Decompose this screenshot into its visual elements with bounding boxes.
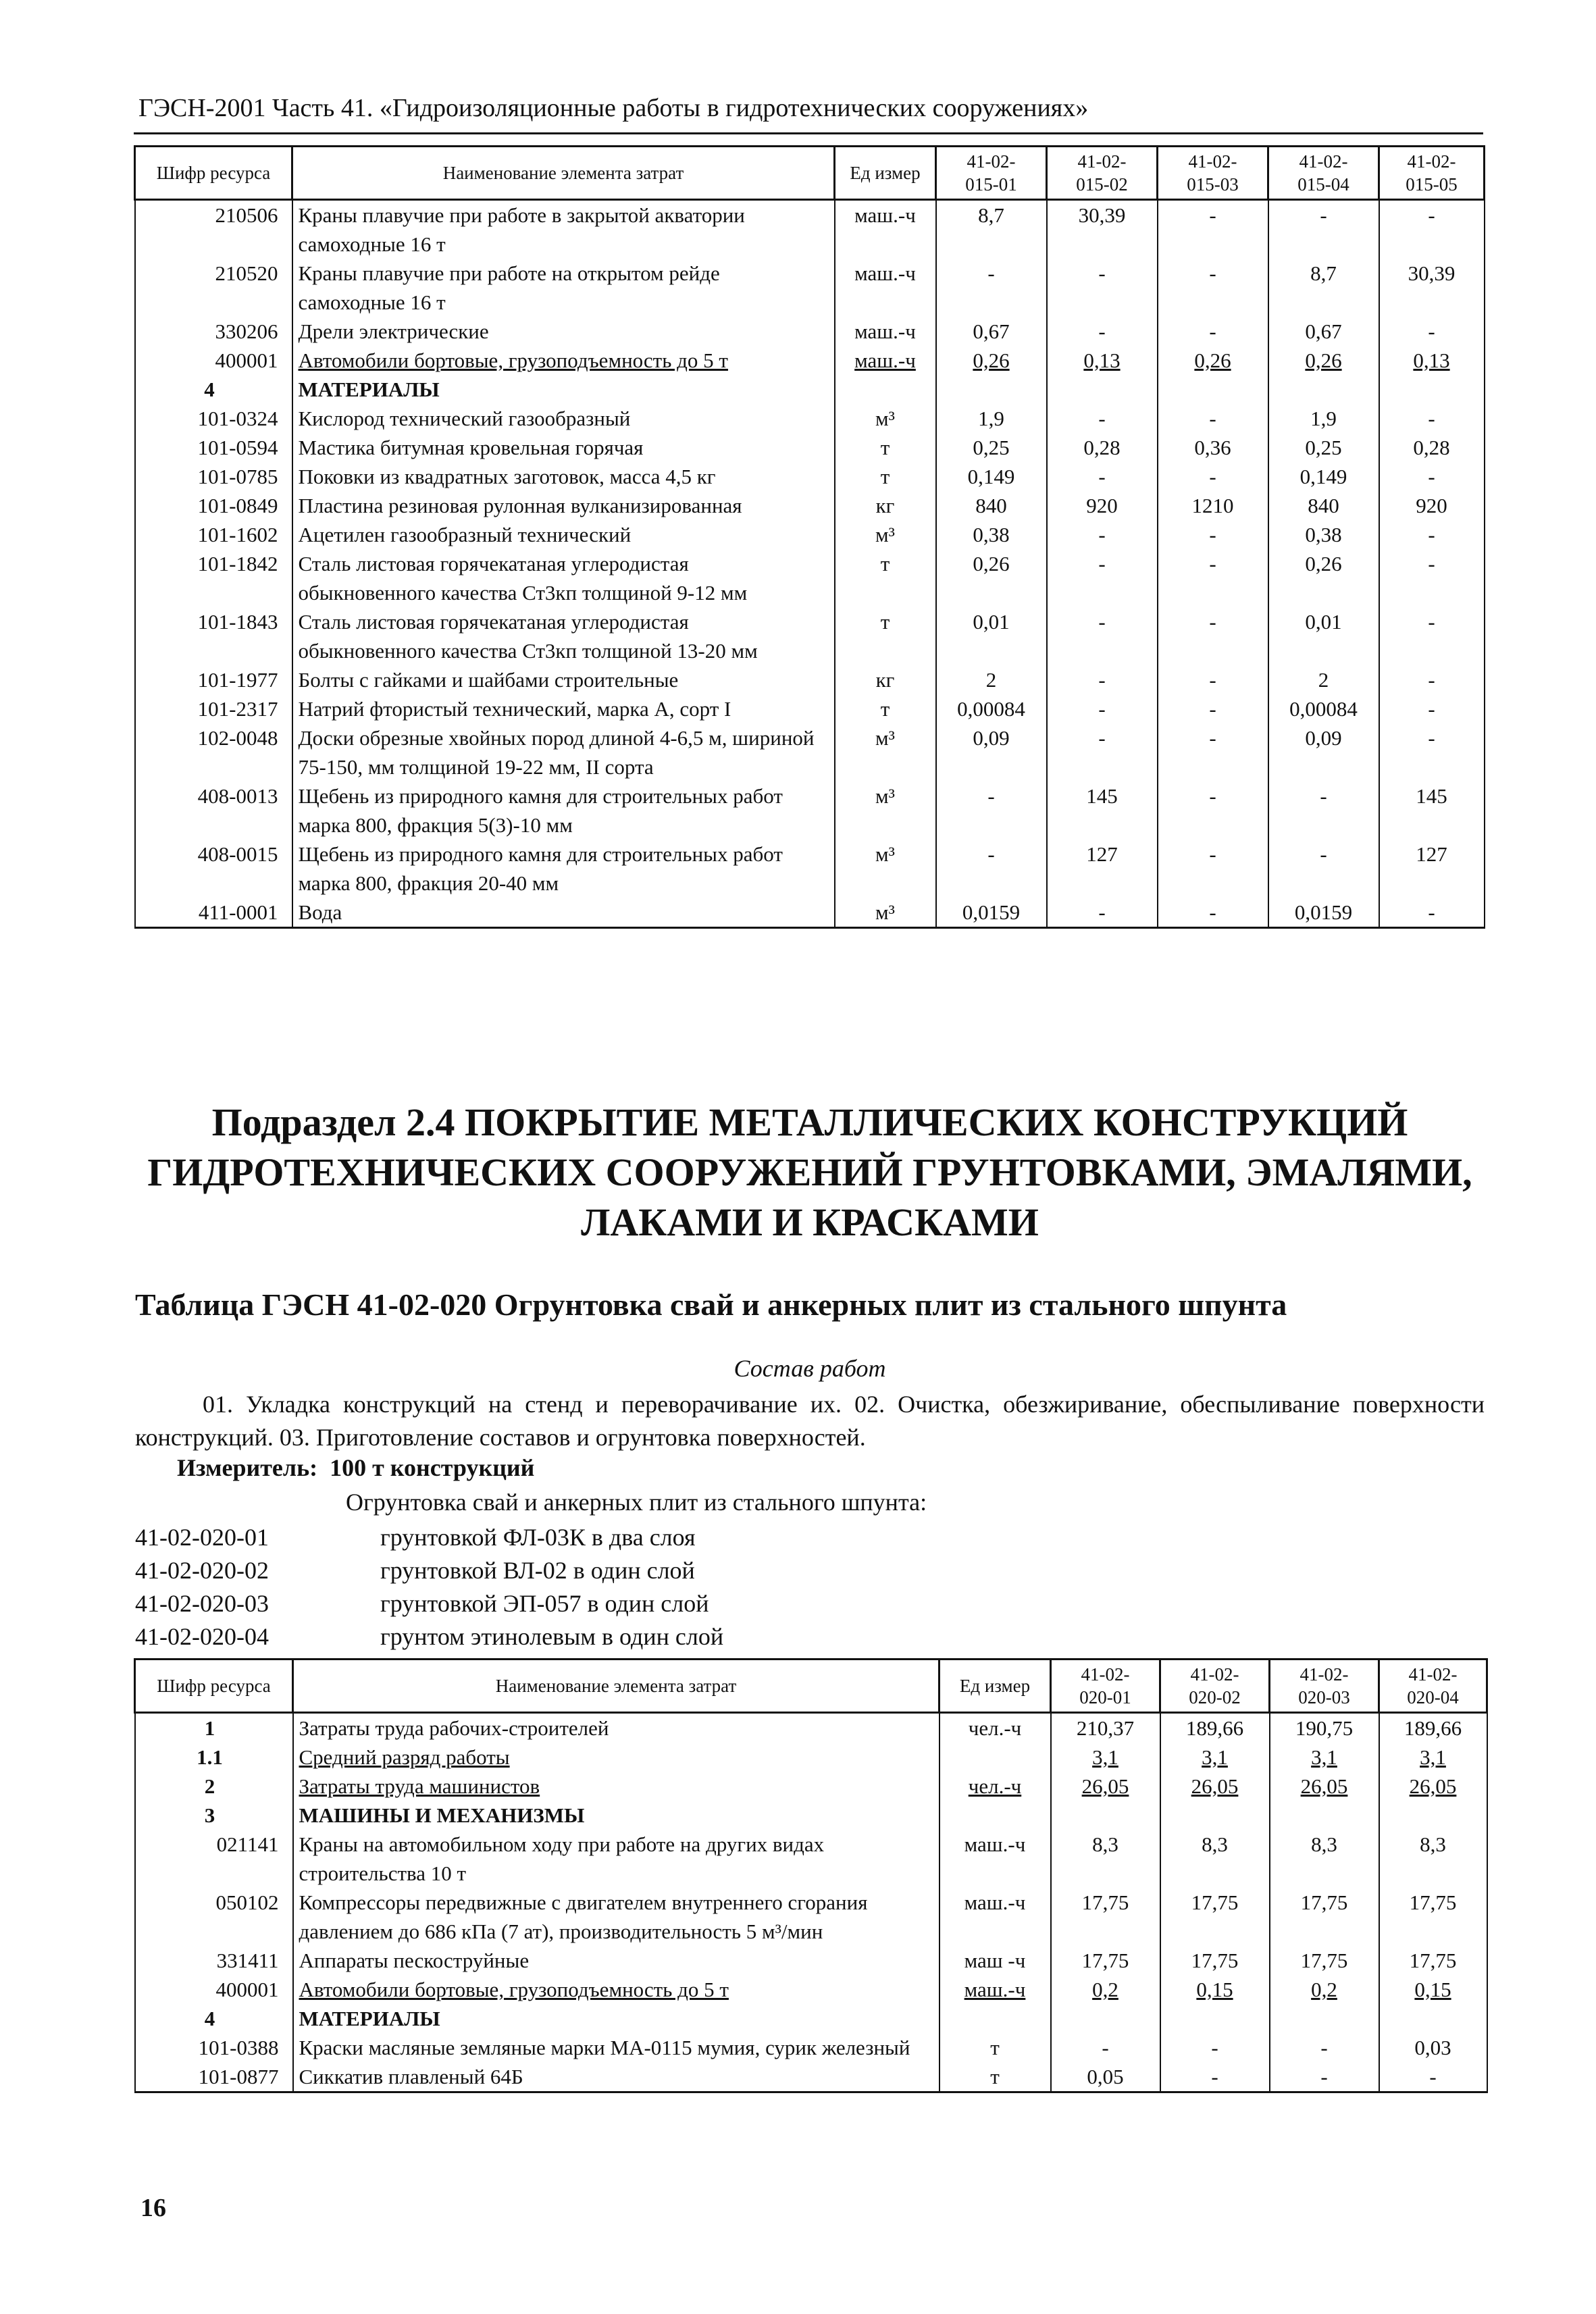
column-header: 41-02- 020-03 bbox=[1270, 1660, 1379, 1713]
resource-value: 8,3 bbox=[1270, 1830, 1379, 1888]
column-header: 41-02- 015-04 bbox=[1268, 147, 1379, 200]
resource-value: - bbox=[1379, 462, 1485, 491]
resource-value: 17,75 bbox=[1270, 1946, 1379, 1975]
resource-value: - bbox=[1379, 317, 1485, 346]
resource-code: 101-1843 bbox=[135, 607, 292, 665]
resource-value: 30,39 bbox=[1047, 200, 1158, 259]
resource-unit: маш.-ч bbox=[939, 1830, 1051, 1888]
resource-unit: т bbox=[939, 2062, 1051, 2092]
resource-value: - bbox=[1158, 840, 1268, 898]
table-header-row bbox=[135, 147, 1485, 200]
resource-value: 8,7 bbox=[1268, 259, 1379, 317]
resource-value: 3,1 bbox=[1379, 1743, 1487, 1772]
resource-code: 400001 bbox=[135, 346, 292, 375]
resource-code: 4 bbox=[135, 2004, 293, 2033]
resource-value: 210,37 bbox=[1051, 1713, 1160, 1743]
table-row bbox=[135, 433, 1485, 462]
table-row bbox=[135, 2062, 1487, 2092]
resource-name: Кислород технический газообразный bbox=[292, 404, 835, 433]
table-row bbox=[135, 1830, 1487, 1888]
resource-value: - bbox=[1379, 898, 1485, 928]
resource-value: 0,00084 bbox=[1268, 694, 1379, 723]
resource-value: 0,09 bbox=[936, 723, 1047, 781]
resource-name: Затраты труда машинистов bbox=[293, 1772, 939, 1801]
resource-code: 331411 bbox=[135, 1946, 293, 1975]
resource-value: - bbox=[1379, 694, 1485, 723]
resource-value: 189,66 bbox=[1379, 1713, 1487, 1743]
resource-code: 101-1842 bbox=[135, 549, 292, 607]
resource-name: Мастика битумная кровельная горячая bbox=[292, 433, 835, 462]
resource-unit: кг bbox=[835, 665, 936, 694]
variant-text: грунтовкой ЭП-057 в один слой bbox=[380, 1590, 709, 1617]
resource-value: - bbox=[1158, 781, 1268, 840]
resource-value: - bbox=[936, 259, 1047, 317]
resource-value: 3,1 bbox=[1051, 1743, 1160, 1772]
table-row bbox=[135, 1946, 1487, 1975]
resource-value: 0,01 bbox=[1268, 607, 1379, 665]
resource-value: 0,05 bbox=[1051, 2062, 1160, 2092]
table-row bbox=[135, 1713, 1487, 1743]
resource-value: - bbox=[1158, 520, 1268, 549]
resource-value: 17,75 bbox=[1379, 1946, 1487, 1975]
resource-value: - bbox=[1379, 607, 1485, 665]
resource-value: - bbox=[1160, 2062, 1270, 2092]
resource-value: - bbox=[1270, 2033, 1379, 2062]
measure-value: 100 т конструкций bbox=[330, 1454, 535, 1481]
table-row bbox=[135, 1772, 1487, 1801]
column-header: Наименование элемента затрат bbox=[293, 1660, 939, 1713]
variant-text: грунтовкой ВЛ-02 в один слой bbox=[380, 1557, 695, 1584]
resource-value: 0,00084 bbox=[936, 694, 1047, 723]
resource-value: 0,09 bbox=[1268, 723, 1379, 781]
resource-value: - bbox=[1047, 259, 1158, 317]
resource-value: - bbox=[1379, 200, 1485, 259]
resource-code: 101-1977 bbox=[135, 665, 292, 694]
resource-value: - bbox=[1268, 200, 1379, 259]
resource-value bbox=[1379, 2004, 1487, 2033]
resource-name: Средний разряд работы bbox=[293, 1743, 939, 1772]
resource-code: 101-0388 bbox=[135, 2033, 293, 2062]
resource-value: - bbox=[1047, 607, 1158, 665]
resource-value: - bbox=[1047, 462, 1158, 491]
resource-value: 17,75 bbox=[1051, 1946, 1160, 1975]
table-row bbox=[135, 491, 1485, 520]
resource-unit: т bbox=[835, 694, 936, 723]
resource-value: 30,39 bbox=[1379, 259, 1485, 317]
variant-row bbox=[135, 1554, 723, 1587]
measure-label: Измеритель: bbox=[177, 1454, 318, 1481]
table-header-row bbox=[135, 1660, 1487, 1713]
column-header: Наименование элемента затрат bbox=[292, 147, 835, 200]
resource-name: Щебень из природного камня для строительных работ марка 800, фракция 5(3)-10 мм bbox=[292, 781, 835, 840]
resource-value: 1,9 bbox=[936, 404, 1047, 433]
resource-value: 0,0159 bbox=[936, 898, 1047, 928]
table-row bbox=[135, 1801, 1487, 1830]
resource-unit: маш.-ч bbox=[939, 1888, 1051, 1946]
resource-value: 0,149 bbox=[936, 462, 1047, 491]
resource-value: 8,3 bbox=[1160, 1830, 1270, 1888]
table-row bbox=[135, 375, 1485, 404]
variant-row bbox=[135, 1587, 723, 1620]
resource-name: Краны на автомобильном ходу при работе на других видах строительства 10 т bbox=[293, 1830, 939, 1888]
works-composition-text: 01. Укладка конструкций на стенд и переворачивание их. 02. Очистка, обезжиривание, обеспыливание поверхности конструкций. 03. Приготовление составов и огрунтовка поверхностей. bbox=[135, 1391, 1485, 1451]
resource-value: - bbox=[1158, 317, 1268, 346]
resource-value bbox=[1270, 2004, 1379, 2033]
resource-code: 411-0001 bbox=[135, 898, 292, 928]
resource-value: 0,26 bbox=[936, 346, 1047, 375]
resource-name: Автомобили бортовые, грузоподъемность до 5 т bbox=[292, 346, 835, 375]
resource-value: 0,36 bbox=[1158, 433, 1268, 462]
table-row bbox=[135, 404, 1485, 433]
resource-name: Краски масляные земляные марки МА-0115 мумия, сурик железный bbox=[293, 2033, 939, 2062]
resource-code: 101-0785 bbox=[135, 462, 292, 491]
resource-value: 8,3 bbox=[1051, 1830, 1160, 1888]
resource-value bbox=[1051, 2004, 1160, 2033]
resource-value: - bbox=[1158, 259, 1268, 317]
resource-value: 17,75 bbox=[1051, 1888, 1160, 1946]
resource-value: - bbox=[1047, 549, 1158, 607]
resource-unit: кг bbox=[835, 491, 936, 520]
resource-value: 0,38 bbox=[936, 520, 1047, 549]
resource-value: 0,26 bbox=[1268, 346, 1379, 375]
resource-value: - bbox=[1270, 2062, 1379, 2092]
resource-value: - bbox=[1379, 2062, 1487, 2092]
resource-value: 0,15 bbox=[1379, 1975, 1487, 2004]
resource-name: Автомобили бортовые, грузоподъемность до 5 т bbox=[293, 1975, 939, 2004]
page-header: ГЭСН-2001 Часть 41. «Гидроизоляционные работы в гидротехнических сооружениях» bbox=[138, 94, 1089, 122]
resource-unit: м³ bbox=[835, 898, 936, 928]
resource-code: 101-0849 bbox=[135, 491, 292, 520]
resource-name: Аппараты пескоструйные bbox=[293, 1946, 939, 1975]
variant-text: грунтовкой ФЛ-03К в два слоя bbox=[380, 1524, 696, 1551]
resource-unit: м³ bbox=[835, 840, 936, 898]
resource-unit: м³ bbox=[835, 781, 936, 840]
resource-code: 4 bbox=[135, 375, 292, 404]
resource-value: - bbox=[1047, 520, 1158, 549]
resource-value: 17,75 bbox=[1270, 1888, 1379, 1946]
resource-value: 0,149 bbox=[1268, 462, 1379, 491]
resource-table-020 bbox=[134, 1658, 1488, 2093]
resource-name: МАТЕРИАЛЫ bbox=[293, 2004, 939, 2033]
resource-value: - bbox=[936, 840, 1047, 898]
resource-value bbox=[936, 375, 1047, 404]
measure-line bbox=[177, 1454, 534, 1482]
resource-code: 2 bbox=[135, 1772, 293, 1801]
column-header: 41-02- 015-05 bbox=[1379, 147, 1485, 200]
resource-value: 0,01 bbox=[936, 607, 1047, 665]
resource-value: 0,67 bbox=[936, 317, 1047, 346]
table-row bbox=[135, 520, 1485, 549]
resource-value bbox=[1047, 375, 1158, 404]
table-row bbox=[135, 840, 1485, 898]
resource-code: 101-0594 bbox=[135, 433, 292, 462]
resource-value: 0,2 bbox=[1051, 1975, 1160, 2004]
resource-value: 3,1 bbox=[1160, 1743, 1270, 1772]
resource-code: 101-1602 bbox=[135, 520, 292, 549]
resource-value: 0,38 bbox=[1268, 520, 1379, 549]
variant-code: 41-02-020-01 bbox=[135, 1524, 269, 1551]
resource-name: Дрели электрические bbox=[292, 317, 835, 346]
table-row bbox=[135, 1888, 1487, 1946]
resource-value: - bbox=[1158, 404, 1268, 433]
resource-value: - bbox=[1379, 549, 1485, 607]
resource-code: 210506 bbox=[135, 200, 292, 259]
table-row bbox=[135, 607, 1485, 665]
resource-value: 840 bbox=[936, 491, 1047, 520]
resource-code: 3 bbox=[135, 1801, 293, 1830]
resource-name: МАШИНЫ И МЕХАНИЗМЫ bbox=[293, 1801, 939, 1830]
resource-value: - bbox=[1051, 2033, 1160, 2062]
resource-value: - bbox=[1047, 898, 1158, 928]
resource-value: 189,66 bbox=[1160, 1713, 1270, 1743]
resource-value bbox=[1160, 1801, 1270, 1830]
resource-value: 26,05 bbox=[1051, 1772, 1160, 1801]
resource-value: - bbox=[1158, 462, 1268, 491]
header-rule bbox=[134, 132, 1483, 134]
resource-value: 127 bbox=[1379, 840, 1485, 898]
column-header: 41-02- 015-02 bbox=[1047, 147, 1158, 200]
variant-code: 41-02-020-04 bbox=[135, 1623, 269, 1650]
column-header: 41-02- 020-04 bbox=[1379, 1660, 1487, 1713]
works-composition-title: Состав работ bbox=[733, 1355, 886, 1382]
resource-name: Сталь листовая горячекатаная углеродистая обыкновенного качества Ст3кп толщиной 13-20 мм bbox=[292, 607, 835, 665]
resource-value: 920 bbox=[1379, 491, 1485, 520]
resource-value: 26,05 bbox=[1379, 1772, 1487, 1801]
table-row bbox=[135, 462, 1485, 491]
resource-value: 2 bbox=[1268, 665, 1379, 694]
resource-unit: маш -ч bbox=[939, 1946, 1051, 1975]
resource-value: 145 bbox=[1047, 781, 1158, 840]
resource-name: Сталь листовая горячекатаная углеродистая обыкновенного качества Ст3кп толщиной 9-12 мм bbox=[292, 549, 835, 607]
resource-code: 1.1 bbox=[135, 1743, 293, 1772]
resource-name: Поковки из квадратных заготовок, масса 4,5 кг bbox=[292, 462, 835, 491]
resource-value: 920 bbox=[1047, 491, 1158, 520]
resource-value: - bbox=[1268, 781, 1379, 840]
resource-value: 0,26 bbox=[1268, 549, 1379, 607]
resource-name: МАТЕРИАЛЫ bbox=[292, 375, 835, 404]
resource-value: - bbox=[1158, 607, 1268, 665]
resource-value bbox=[1158, 375, 1268, 404]
table-row bbox=[135, 549, 1485, 607]
resource-code: 210520 bbox=[135, 259, 292, 317]
resource-value: - bbox=[1379, 665, 1485, 694]
resource-value: 0,25 bbox=[936, 433, 1047, 462]
resource-value: 0,28 bbox=[1379, 433, 1485, 462]
resource-value: 2 bbox=[936, 665, 1047, 694]
resource-unit bbox=[939, 1801, 1051, 1830]
resource-value bbox=[1051, 1801, 1160, 1830]
resource-code: 101-2317 bbox=[135, 694, 292, 723]
resource-code: 408-0013 bbox=[135, 781, 292, 840]
resource-code: 021141 bbox=[135, 1830, 293, 1888]
resource-value: - bbox=[1158, 898, 1268, 928]
resource-unit: т bbox=[939, 2033, 1051, 2062]
resource-value: - bbox=[1379, 723, 1485, 781]
table-row bbox=[135, 259, 1485, 317]
resource-name: Ацетилен газообразный технический bbox=[292, 520, 835, 549]
resource-table-015 bbox=[134, 145, 1485, 929]
resource-value: - bbox=[1158, 723, 1268, 781]
resource-value: - bbox=[1268, 840, 1379, 898]
resource-value: - bbox=[1158, 200, 1268, 259]
resource-unit: т bbox=[835, 549, 936, 607]
resource-value: 0,26 bbox=[1158, 346, 1268, 375]
resource-name: Болты с гайками и шайбами строительные bbox=[292, 665, 835, 694]
resource-value: - bbox=[1379, 520, 1485, 549]
page-number: 16 bbox=[140, 2194, 166, 2222]
resource-value: 0,15 bbox=[1160, 1975, 1270, 2004]
resource-unit bbox=[835, 375, 936, 404]
resource-unit: т bbox=[835, 607, 936, 665]
column-header: 41-02- 020-01 bbox=[1051, 1660, 1160, 1713]
resource-value: 3,1 bbox=[1270, 1743, 1379, 1772]
resource-value bbox=[1268, 375, 1379, 404]
resource-value: 8,7 bbox=[936, 200, 1047, 259]
table-row bbox=[135, 1975, 1487, 2004]
resource-code: 101-0877 bbox=[135, 2062, 293, 2092]
resource-value: 17,75 bbox=[1160, 1946, 1270, 1975]
variant-row bbox=[135, 1521, 723, 1554]
resource-value: 1,9 bbox=[1268, 404, 1379, 433]
resource-unit: маш.-ч bbox=[835, 200, 936, 259]
resource-value: 17,75 bbox=[1160, 1888, 1270, 1946]
resource-unit: т bbox=[835, 462, 936, 491]
resource-name: Компрессоры передвижные с двигателем внутреннего сгорания давлением до 686 кПа (7 ат), производительность 5 м³/мин bbox=[293, 1888, 939, 1946]
resource-value: - bbox=[1158, 665, 1268, 694]
resource-value: - bbox=[1160, 2033, 1270, 2062]
column-header: 41-02- 020-02 bbox=[1160, 1660, 1270, 1713]
resource-value: 0,25 bbox=[1268, 433, 1379, 462]
table-body bbox=[135, 200, 1485, 928]
resource-name: Сиккатив плавленый 64Б bbox=[293, 2062, 939, 2092]
column-header: Ед измер bbox=[835, 147, 936, 200]
resource-unit: т bbox=[835, 433, 936, 462]
resource-value: 0,28 bbox=[1047, 433, 1158, 462]
resource-value: - bbox=[1379, 404, 1485, 433]
resource-value: 840 bbox=[1268, 491, 1379, 520]
resource-code: 102-0048 bbox=[135, 723, 292, 781]
resource-name: Краны плавучие при работе на открытом рейде самоходные 16 т bbox=[292, 259, 835, 317]
resource-value: 26,05 bbox=[1270, 1772, 1379, 1801]
resource-unit: маш.-ч bbox=[835, 259, 936, 317]
column-header: Шифр ресурса bbox=[135, 147, 292, 200]
resource-unit bbox=[939, 1743, 1051, 1772]
resource-value: - bbox=[1047, 723, 1158, 781]
resource-unit: маш.-ч bbox=[835, 317, 936, 346]
resource-value: 145 bbox=[1379, 781, 1485, 840]
resource-value: 0,67 bbox=[1268, 317, 1379, 346]
resource-unit bbox=[939, 2004, 1051, 2033]
table-body bbox=[135, 1713, 1487, 2092]
resource-value: 1210 bbox=[1158, 491, 1268, 520]
resource-value: 26,05 bbox=[1160, 1772, 1270, 1801]
resource-code: 408-0015 bbox=[135, 840, 292, 898]
table-row bbox=[135, 665, 1485, 694]
resource-unit: маш.-ч bbox=[835, 346, 936, 375]
resource-unit: чел.-ч bbox=[939, 1772, 1051, 1801]
resource-unit: маш.-ч bbox=[939, 1975, 1051, 2004]
column-header: 41-02- 015-01 bbox=[936, 147, 1047, 200]
variant-code: 41-02-020-02 bbox=[135, 1557, 269, 1584]
resource-name: Затраты труда рабочих-строителей bbox=[293, 1713, 939, 1743]
resource-value bbox=[1379, 1801, 1487, 1830]
section-title: Подраздел 2.4 ПОКРЫТИЕ МЕТАЛЛИЧЕСКИХ КОНСТРУКЦИЙ ГИДРОТЕХНИЧЕСКИХ СООРУЖЕНИЙ ГРУНТОВКАМИ, ЭМАЛЯМИ, ЛАКАМИ И КРАСКАМИ bbox=[147, 1100, 1472, 1244]
resource-name: Щебень из природного камня для строительных работ марка 800, фракция 20-40 мм bbox=[292, 840, 835, 898]
resource-value: - bbox=[1047, 317, 1158, 346]
column-header: Шифр ресурса bbox=[135, 1660, 293, 1713]
resource-name: Вода bbox=[292, 898, 835, 928]
resource-value bbox=[1270, 1801, 1379, 1830]
resource-value: 0,13 bbox=[1379, 346, 1485, 375]
table-row bbox=[135, 781, 1485, 840]
table-row bbox=[135, 200, 1485, 259]
resource-name: Пластина резиновая рулонная вулканизированная bbox=[292, 491, 835, 520]
resource-value: - bbox=[1047, 694, 1158, 723]
resource-value: 17,75 bbox=[1379, 1888, 1487, 1946]
resource-name: Краны плавучие при работе в закрытой акватории самоходные 16 т bbox=[292, 200, 835, 259]
resource-value: 190,75 bbox=[1270, 1713, 1379, 1743]
resource-value bbox=[1160, 2004, 1270, 2033]
table-row bbox=[135, 346, 1485, 375]
variant-text: грунтом этинолевым в один слой bbox=[380, 1623, 724, 1650]
resource-name: Натрий фтористый технический, марка А, сорт I bbox=[292, 694, 835, 723]
resource-code: 101-0324 bbox=[135, 404, 292, 433]
resource-value: 0,13 bbox=[1047, 346, 1158, 375]
resource-code: 1 bbox=[135, 1713, 293, 1743]
resource-value: 8,3 bbox=[1379, 1830, 1487, 1888]
resource-code: 050102 bbox=[135, 1888, 293, 1946]
table-row bbox=[135, 898, 1485, 928]
resource-unit: м³ bbox=[835, 404, 936, 433]
resource-unit: чел.-ч bbox=[939, 1713, 1051, 1743]
resource-value: - bbox=[936, 781, 1047, 840]
resource-value bbox=[1379, 375, 1485, 404]
variant-row bbox=[135, 1620, 723, 1653]
column-header: 41-02- 015-03 bbox=[1158, 147, 1268, 200]
resource-name: Доски обрезные хвойных пород длиной 4-6,5 м, шириной 75-150, мм толщиной 19-22 мм, II сорта bbox=[292, 723, 835, 781]
variants-subtitle: Огрунтовка свай и анкерных плит из стального шпунта: bbox=[346, 1489, 927, 1516]
resource-unit: м³ bbox=[835, 520, 936, 549]
resource-value: 0,26 bbox=[936, 549, 1047, 607]
resource-code: 400001 bbox=[135, 1975, 293, 2004]
resource-value: - bbox=[1158, 694, 1268, 723]
resource-value: - bbox=[1047, 404, 1158, 433]
resource-value: - bbox=[1047, 665, 1158, 694]
resource-value: 127 bbox=[1047, 840, 1158, 898]
table-row bbox=[135, 2004, 1487, 2033]
resource-value: - bbox=[1158, 549, 1268, 607]
variant-code: 41-02-020-03 bbox=[135, 1590, 269, 1617]
table-title: Таблица ГЭСН 41-02-020 Огрунтовка свай и анкерных плит из стального шпунта bbox=[135, 1287, 1287, 1322]
table-row bbox=[135, 1743, 1487, 1772]
resource-value: 0,03 bbox=[1379, 2033, 1487, 2062]
resource-value: 0,0159 bbox=[1268, 898, 1379, 928]
variants-list bbox=[135, 1521, 723, 1653]
table-row bbox=[135, 723, 1485, 781]
resource-code: 330206 bbox=[135, 317, 292, 346]
table-row bbox=[135, 2033, 1487, 2062]
resource-value: 0,2 bbox=[1270, 1975, 1379, 2004]
resource-unit: м³ bbox=[835, 723, 936, 781]
column-header: Ед измер bbox=[939, 1660, 1051, 1713]
table-row bbox=[135, 317, 1485, 346]
table-row bbox=[135, 694, 1485, 723]
